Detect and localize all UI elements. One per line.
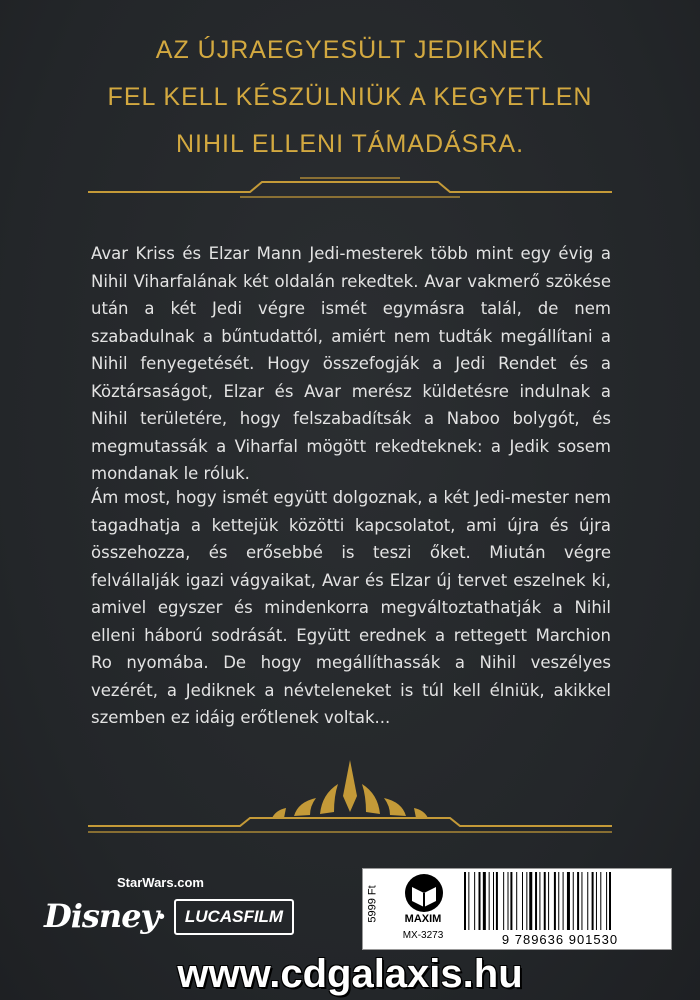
top-divider-ornament [0,172,700,202]
price-label [368,882,390,932]
site-watermark: www.cdgalaxis.hu [177,952,523,996]
logo-separator-dot: • [158,906,166,928]
blurb-paragraph-1 [91,240,611,488]
publisher-code: MX-3273 [402,930,444,941]
bottom-divider-ornament [0,758,700,844]
blurb-text-2: Ám most, hogy ismét együtt dolgoznak, a két Jedi-mester nem tagadhatja a kettejük közötti kapcsolatot, ami újra és újra összehozza, és erősebbé is teszi őket. Miután végre felvállalják igazi vágyaikat, Avar és Elzar új tervet eszelnek ki, amivel egyszer és mindenkorra megváltoztathatják a Nihil elleni háború sodrását. Együtt erednek a rettegett Marchion Ro nyomába. De hogy megállíthassák a Nihil veszélyes vezérét, a Jediknek a névteleneket is túl kell élniük, akikkel szemben ez idáig erőtlenek voltak... [91,488,611,727]
publisher-logo-icon [404,873,444,913]
headline-line-2: FEL KELL KÉSZÜLNIÜK A KEGYETLEN [107,83,593,111]
price-text: 5999 Ft [366,885,379,923]
starwars-site-text: StarWars.com [117,875,204,890]
blurb-text-1: Avar Kriss és Elzar Mann Jedi-mesterek több mint egy évig a Nihil Viharfalának két oldalán rekedtek. Avar vakmerő szökése után a két Jedi végre ismét egymásra talál, de nem szabadulnak a bűntudattól, amiért nem tudták megállítani a Nihil fenyegetését. Hogy összefogják a Jedi Rendet és a Köztársaságot, Elzar és Avar merész küldetésre indulnak a Nihil területére, hogy felszabadítsák a Naboo bolygót, és megmutassák a Viharfal mögött rekedteknek: a Jedik sosem mondanak le róluk. [91,244,611,483]
barcode-bars [462,872,658,930]
isbn-number: 9 789636 901530 [501,932,619,947]
headline-line-1: AZ ÚJRAEGYESÜLT JEDIKNEK [155,36,545,64]
publisher-name: MAXIM [404,913,442,925]
headline-line-3: NIHIL ELLENI TÁMADÁSRA. [175,130,525,158]
blurb-paragraph-2 [91,484,611,732]
disney-logo: Disney [44,897,159,935]
lucasfilm-logo: LUCASFILM [174,899,294,935]
